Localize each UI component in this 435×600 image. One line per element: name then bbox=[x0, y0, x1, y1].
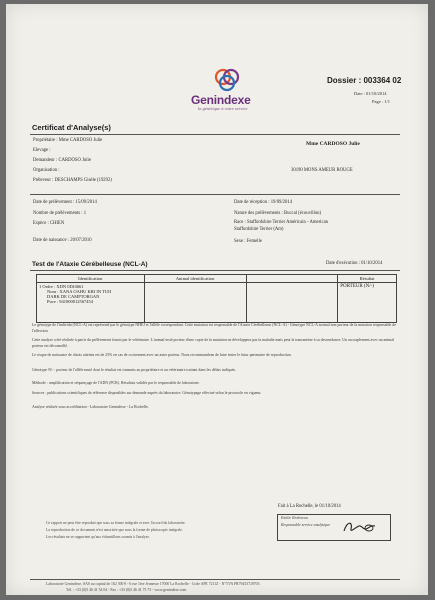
explanation-paragraph: Cette analyse a été réalisée à partir du prélèvement fourni par le vétérinaire. L'animal testé porteur d'une copie de la mutation ne développera pas la maladie mais peut la transmettre à sa descendance. Un accouplement avec un animal porteur est déconseillé. bbox=[32, 338, 395, 349]
section-divider bbox=[30, 194, 400, 195]
recipient-name: Mme CARDOSO Julie bbox=[306, 141, 360, 147]
execution-date: Date d'exécution : 01/10/2014 bbox=[326, 261, 383, 266]
recipient-address: 30190 MONS AMEUR ROUGE bbox=[291, 168, 353, 173]
name-line-continued: DARK DE CAMPTORGAN bbox=[47, 294, 100, 299]
column-header: Animal identification bbox=[144, 275, 246, 283]
brand-name: Genindexe bbox=[191, 93, 251, 107]
dossier-number: Dossier : 003364 02 bbox=[327, 76, 402, 85]
footer-note: Ce rapport ne peut être reproduit que sous sa forme intégrale et avec l'accord du laboratoire. bbox=[46, 521, 186, 525]
test-divider bbox=[30, 270, 400, 271]
reception-date: Date de réception : 19/09/2014 bbox=[234, 200, 293, 205]
results-table bbox=[36, 274, 397, 323]
document-date: Date : 01/10/2014 bbox=[354, 91, 387, 96]
signer-role: Responsable service analytique bbox=[281, 523, 331, 527]
explanation-paragraph: Le génotype de l'individu (NCL-A) est représenté par le génotype NHEJ et l'allèle correspondant. Cette mutation est responsable de l'Ataxie Cérébelleuse (NCL-A) - Génotype NCL-A normal non porteur de la mutation responsable de l'affection. bbox=[32, 323, 396, 334]
breed-continued: Staffordshire Terrier (Am) bbox=[234, 227, 284, 232]
company-contact: Tél. : +33 (0)5 46 41 54 04 - Fax : +33 (0)5 46 41 75 73 - www.genindexe.com bbox=[66, 588, 187, 592]
breeder-field: Elevage : bbox=[33, 148, 51, 153]
sample-nature: Nature des prélèvements : Buccal (écouvillon) bbox=[234, 211, 322, 216]
requester-field: Demandeur : CARDOSO Julie bbox=[33, 158, 91, 163]
name-line: Nom : XANA OAHU KRI IN TUII bbox=[47, 289, 112, 294]
result-cell: PORTEUR (N/-) bbox=[338, 283, 397, 323]
accreditation-paragraph: Analyse réalisée sous accréditation - Laboratoire Genindexe - La Rochelle. bbox=[32, 405, 149, 409]
method-paragraph: Méthode : amplification et séquençage de l'ADN (PCR). Résultats validés par le responsable de laboratoire. bbox=[32, 381, 200, 385]
order-line: 1 Ordre : XDN 0DJ4661 bbox=[39, 284, 84, 289]
organisation-field: Organisation : bbox=[33, 168, 60, 173]
column-header: Identification bbox=[37, 275, 145, 283]
column-header: Résultat bbox=[338, 275, 397, 283]
place-and-date: Fait à La Rochelle, le 01/10/2014 bbox=[278, 504, 341, 509]
company-address: Laboratoire Genindexe, SAS au capital de 162 500 € - 6 rue 1ère Jeunesse 17000 La Rochelle - Code APE 7211Z - N°TVA FR79433729703 bbox=[46, 582, 260, 586]
birth-date: Date de naissance : 20/07/2010 bbox=[33, 238, 92, 243]
sampler-field: Préleveur : DESCHAMPS Gisèle (19292) bbox=[33, 178, 112, 183]
handwritten-signature-icon bbox=[341, 517, 381, 537]
explanation-paragraph: Génotype N/- : porteur de l'allèle muté dont le résultat est transmis au propriétaire et au vétérinaire traitant dans les délais indiqués. bbox=[32, 368, 237, 372]
sex: Sexe : Femelle bbox=[234, 239, 262, 244]
title-divider bbox=[30, 134, 400, 135]
table-header-row bbox=[37, 275, 397, 283]
species: Espèce : CHIEN bbox=[33, 221, 65, 226]
signer-name: Emilie Richeteau bbox=[281, 516, 308, 520]
footer-note: La reproduction de ce document n'est autorisée que sous la forme de photocopie intégrale. bbox=[46, 528, 183, 532]
table-row bbox=[37, 283, 397, 323]
genindexe-logo-icon bbox=[213, 66, 241, 94]
explanation-paragraph: Le risque de naissance de chiots atteints est de 25% en cas de croisement avec un autre porteur. Nous recommandons de faire tester le futur partenaire de reproduction. bbox=[32, 353, 292, 357]
empty-cell bbox=[144, 283, 246, 323]
test-title: Test de l'Ataxie Cérébelleuse (NCL-A) bbox=[32, 261, 148, 268]
page-number: Page : 1/1 bbox=[372, 99, 390, 104]
brand-tagline: la génétique à votre service bbox=[198, 106, 248, 111]
chip-line: Puce : 941000012567454 bbox=[47, 299, 93, 304]
breed: Race : Staffordshire Terrier Américain - American bbox=[234, 220, 328, 225]
empty-cell bbox=[246, 283, 338, 323]
footer-note: Les résultats ne se rapportent qu'aux échantillons soumis à l'analyse. bbox=[46, 535, 150, 539]
certificate-title: Certificat d'Analyse(s) bbox=[32, 123, 111, 132]
sample-count: Nombre de prélèvements : 1 bbox=[33, 211, 87, 216]
owner-field: Propriétaire : Mme CARDOSO Julie bbox=[33, 138, 103, 143]
sources-paragraph: Sources : publications scientifiques de référence disponibles sur demande auprès du laboratoire. Génotypage effectué selon le protocole en vigueur. bbox=[32, 391, 262, 395]
sampling-date: Date de prélèvement : 15/09/2014 bbox=[33, 200, 97, 205]
column-header bbox=[246, 275, 338, 283]
footer-divider bbox=[30, 579, 400, 580]
certificate-page bbox=[6, 4, 428, 595]
identification-cell bbox=[37, 283, 145, 323]
